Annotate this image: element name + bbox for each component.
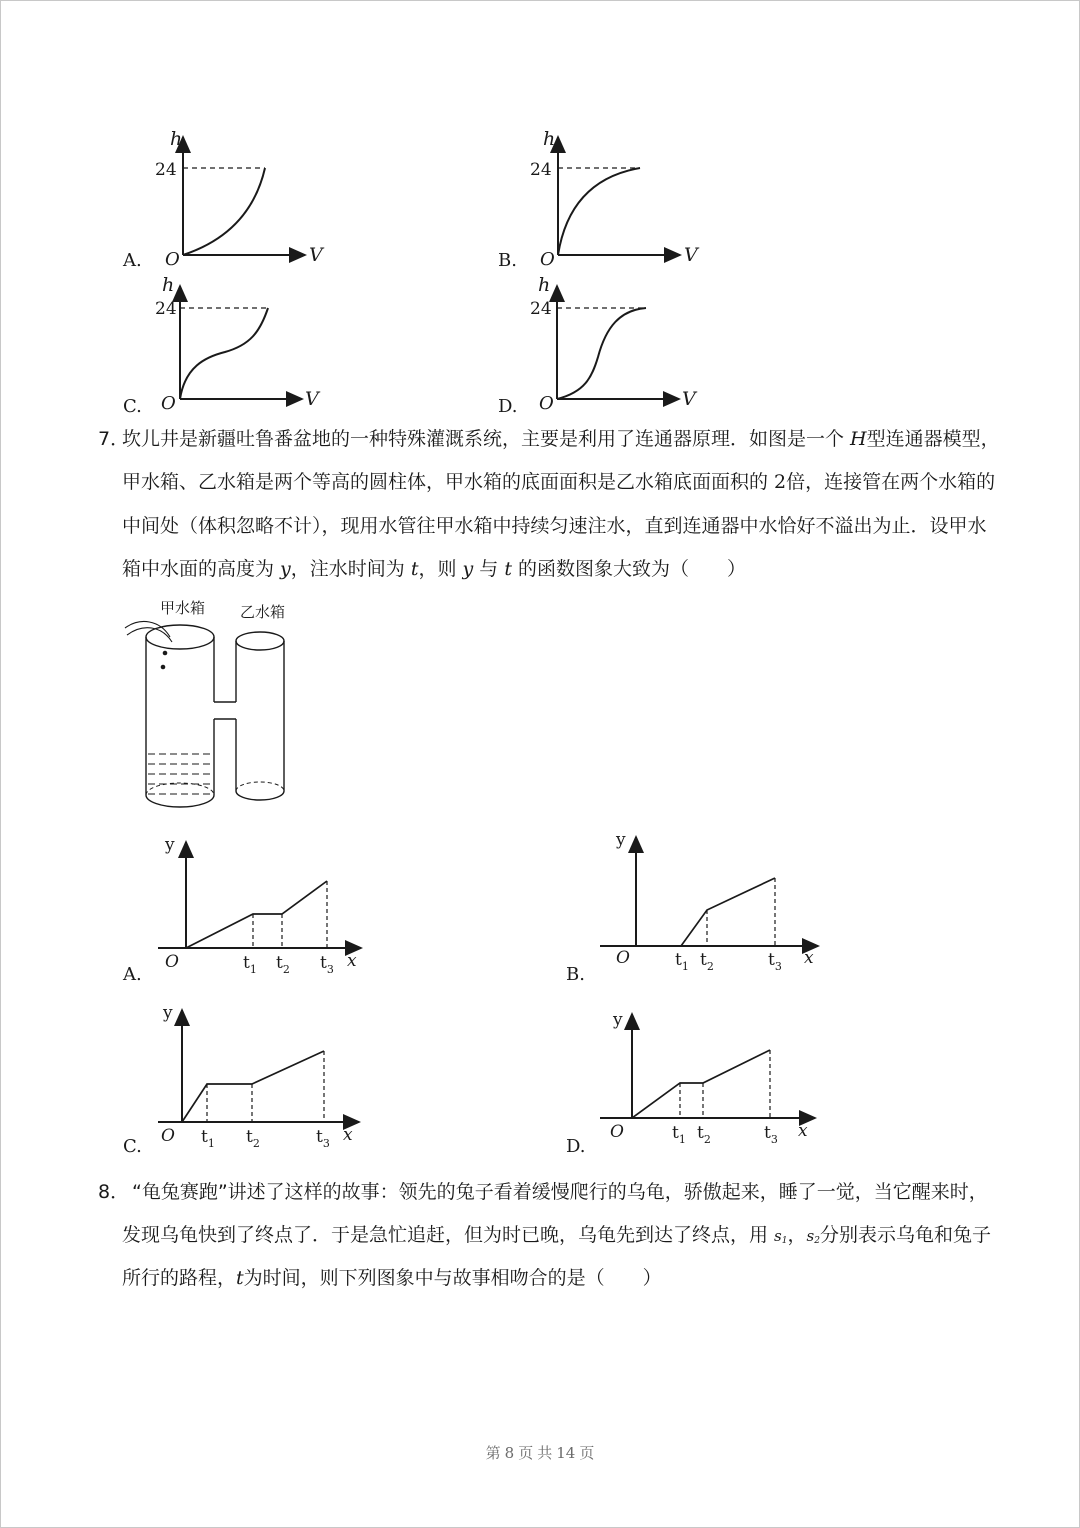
t1-label: $t_1$ xyxy=(201,1127,215,1150)
x-axis-label: V xyxy=(682,388,696,410)
level-label: 24 xyxy=(530,160,552,180)
page-footer: 第 8 页 共 14 页 xyxy=(485,1444,595,1462)
t2-label: $t_2$ xyxy=(276,953,290,976)
origin-label: O xyxy=(540,249,555,270)
x-axis-label: x xyxy=(804,948,814,968)
y-axis-label: h xyxy=(543,128,556,150)
option-label: A. xyxy=(123,250,142,271)
t2-label: $t_2$ xyxy=(700,950,714,973)
origin-label: O xyxy=(161,1126,175,1146)
origin-label: O xyxy=(165,249,180,270)
q6-option-c-graph xyxy=(115,272,335,422)
q7-line-3: 中间处（体积忽略不计），现用水管往甲水箱中持续匀速注水，直到连通器中水恰好不溢出为止．设甲水 xyxy=(122,515,987,537)
t3-label: $t_3$ xyxy=(768,950,782,973)
option-label: B. xyxy=(498,250,517,271)
curve xyxy=(558,168,640,255)
x-axis-label: x xyxy=(343,1125,353,1145)
y-axis-label: h xyxy=(538,274,551,296)
q7-option-c-graph xyxy=(115,1000,385,1160)
x-axis-label: x xyxy=(798,1121,808,1141)
origin-label: O xyxy=(165,952,179,972)
x-axis-label: x xyxy=(347,951,357,971)
option-label: B. xyxy=(566,964,585,985)
t3-label: $t_3$ xyxy=(316,1127,330,1150)
level-label: 24 xyxy=(530,299,552,319)
option-label: C. xyxy=(123,1136,142,1157)
t2-label: $t_2$ xyxy=(246,1127,260,1150)
q7-option-b-graph xyxy=(560,825,830,985)
t1-label: $t_1$ xyxy=(675,950,689,973)
q7-number: 7． xyxy=(98,428,130,450)
q8-line-2: 发现乌龟快到了终点了．于是急忙追赶，但为时已晚，乌龟先到达了终点，用 $s_1$，$s_2$分别表示乌龟和兔子 xyxy=(122,1224,991,1246)
option-label: D. xyxy=(566,1136,586,1157)
q8-number: 8． xyxy=(98,1181,130,1203)
origin-label: O xyxy=(610,1122,624,1142)
option-label: A. xyxy=(123,964,142,985)
y-axis-label: h xyxy=(170,128,183,150)
q7-line-2: 甲水箱、乙水箱是两个等高的圆柱体，甲水箱的底面面积是乙水箱底面面积的 2倍，连接管在两个水箱的 xyxy=(122,471,996,493)
tank-left-label: 甲水箱 xyxy=(160,599,206,617)
x-axis-label: V xyxy=(309,244,323,266)
origin-label: O xyxy=(539,393,554,414)
q6-option-d-graph xyxy=(490,272,710,422)
x-axis-label: V xyxy=(684,244,698,266)
q7-line-1: 坎儿井是新疆吐鲁番盆地的一种特殊灌溉系统，主要是利用了连通器原理．如图是一个 H型连通器模型， xyxy=(122,428,1000,450)
y-axis-label: y xyxy=(613,1010,623,1030)
q7-tank-illustration xyxy=(115,595,315,820)
graph-line xyxy=(681,878,775,946)
graph-line xyxy=(632,1050,770,1118)
tank-right-label: 乙水箱 xyxy=(240,603,286,621)
y-axis-label: y xyxy=(163,1003,173,1023)
t1-label: $t_1$ xyxy=(672,1123,686,1146)
q6-option-a-graph xyxy=(115,125,335,275)
x-axis-label: V xyxy=(305,388,319,410)
t1-label: $t_1$ xyxy=(243,953,257,976)
t3-label: $t_3$ xyxy=(320,953,334,976)
q7-line-4: 箱中水面的高度为 y，注水时间为 t，则 y 与 t 的函数图象大致为（ ） xyxy=(122,558,747,580)
q8-line-3: 所行的路程，t为时间，则下列图象中与故事相吻合的是（ ） xyxy=(122,1267,662,1289)
q7-option-a-graph xyxy=(115,830,385,985)
curve xyxy=(183,168,265,255)
origin-label: O xyxy=(616,948,630,968)
level-label: 24 xyxy=(155,160,177,180)
option-label: C. xyxy=(123,396,142,417)
y-axis-label: y xyxy=(165,835,175,855)
q6-option-b-graph xyxy=(490,125,710,275)
option-label: D. xyxy=(498,396,518,417)
graph-line xyxy=(186,881,327,948)
t3-label: $t_3$ xyxy=(764,1123,778,1146)
q8-line-1: “龟兔赛跑”讲述了这样的故事：领先的兔子看着缓慢爬行的乌龟，骄傲起来，睡了一觉，当它醒来时， xyxy=(132,1181,988,1203)
graph-line xyxy=(182,1051,324,1122)
q7-option-d-graph xyxy=(560,1005,830,1160)
y-axis-label: h xyxy=(162,274,175,296)
t2-label: $t_2$ xyxy=(697,1123,711,1146)
curve xyxy=(180,308,268,399)
origin-label: O xyxy=(161,393,176,414)
level-label: 24 xyxy=(155,299,177,319)
curve xyxy=(557,308,646,399)
y-axis-label: y xyxy=(616,830,626,850)
